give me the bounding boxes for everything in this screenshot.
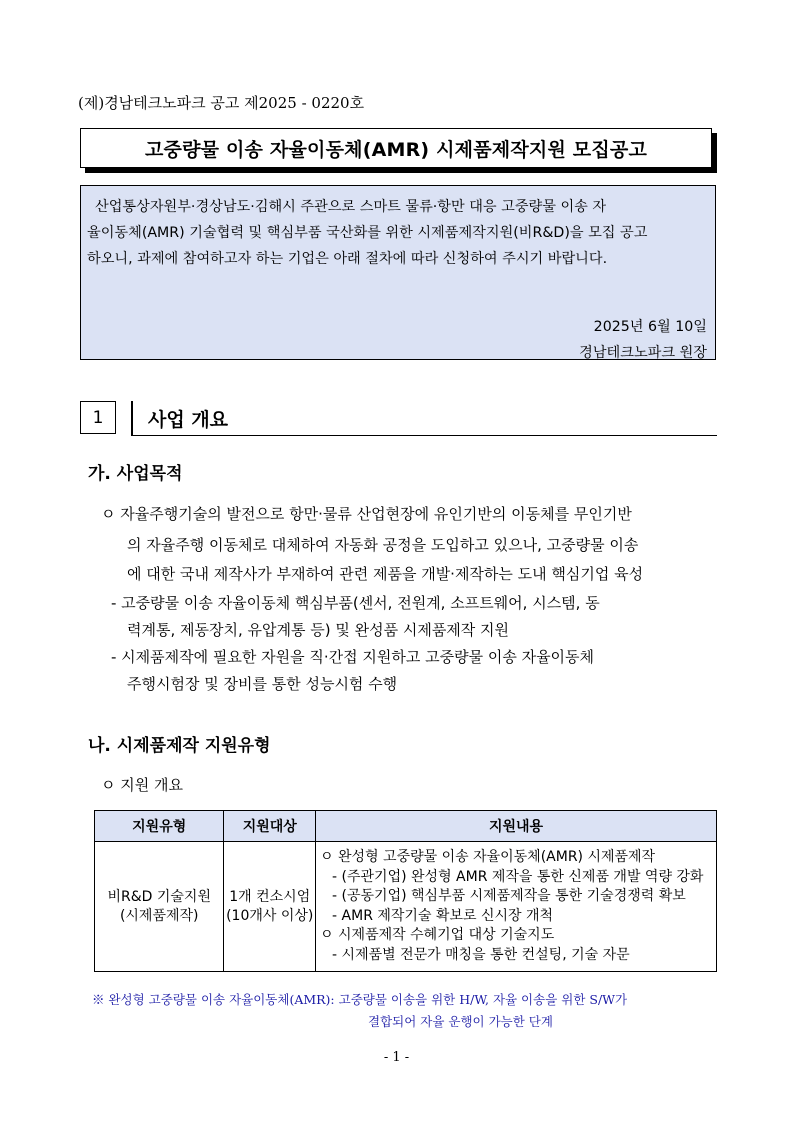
intro-signature: 경남테크노파크 원장 [579, 345, 707, 361]
footnote-continuation: 결합되어 자율 운행이 가능한 단계 [368, 1014, 553, 1029]
section-title: 사업 개요 [148, 409, 229, 431]
purpose-heading: 가. 사업목적 [88, 464, 183, 484]
intro-line: 율이동체(AMR) 기술협력 및 핵심부품 국산화를 위한 시제품제작지원(비R&D)을 모집 공고 [87, 225, 648, 241]
title-box [80, 128, 712, 168]
intro-box [80, 185, 716, 360]
support-type-line: 비R&D 기술지원 [107, 888, 211, 905]
cell-support-type [95, 842, 224, 972]
content-line: - 시제품별 전문가 매칭을 통한 컨설팅, 기술 자문 [332, 946, 630, 963]
content-line: ㅇ 시제품제작 수혜기업 대상 기술지도 [320, 927, 555, 943]
content-line: - (주관기업) 완성형 AMR 제작을 통한 신제품 개발 역량 강화 [332, 868, 704, 885]
purpose-line: 력계통, 제동장치, 유압계통 등) 및 완성품 시제품제작 지원 [127, 621, 510, 639]
table-header-row [95, 811, 717, 842]
intro-line: 산업통상자원부·경상남도·김해시 주관으로 스마트 물류·항만 대응 고중량물 이송 자 [95, 199, 607, 215]
content-line: - (공동기업) 핵심부품 시제품제작을 통한 기술경쟁력 확보 [332, 888, 686, 904]
header-support-content: 지원내용 [316, 811, 717, 842]
header-support-type: 지원유형 [95, 811, 224, 842]
section-number: 1 [80, 401, 116, 434]
header-support-target: 지원대상 [224, 811, 316, 842]
purpose-line: ㅇ 자율주행기술의 발전으로 항만·물류 산업현장에 유인기반의 이동체를 무인기반 [101, 505, 632, 523]
footnote: ※ 완성형 고중량물 이송 자율이동체(AMR): 고중량물 이송을 위한 H/W, 자율 이송을 위한 S/W가 [92, 992, 628, 1007]
content-line: ㅇ 완성형 고중량물 이송 자율이동체(AMR) 시제품제작 [320, 849, 656, 865]
table-row [95, 842, 717, 972]
support-type-line: (시제품제작) [119, 907, 199, 924]
notice-number: (제)경남테크노파크 공고 제2025 - 0220호 [78, 94, 365, 112]
page-title: 고중량물 이송 자율이동체(AMR) 시제품제작지원 모집공고 [144, 138, 648, 161]
cell-support-target [224, 842, 316, 972]
purpose-line: - 시제품제작에 필요한 자원을 직·간접 지원하고 고중량물 이송 자율이동체 [111, 648, 595, 666]
purpose-line: 주행시험장 및 장비를 통한 성능시험 수행 [127, 675, 398, 693]
section-underline [131, 435, 717, 436]
purpose-line: - 고중량물 이송 자율이동체 핵심부품(센서, 전원계, 소프트웨어, 시스템, 동 [111, 594, 600, 612]
page-number: - 1 - [383, 1050, 410, 1065]
support-target-line: (10개사 이상) [226, 907, 314, 924]
intro-date: 2025년 6월 10일 [593, 319, 707, 335]
support-types-heading: 나. 시제품제작 지원유형 [88, 736, 271, 756]
support-table [94, 810, 717, 972]
support-target-line: 1개 컨소시엄 [229, 888, 311, 905]
intro-line: 하오니, 과제에 참여하고자 하는 기업은 아래 절차에 따라 신청하여 주시기 바랍니다. [87, 251, 608, 267]
purpose-line: 에 대한 국내 제작사가 부재하여 관련 제품을 개발·제작하는 도내 핵심기업 육성 [127, 565, 644, 583]
content-line: - AMR 제작기술 확보로 신시장 개척 [332, 907, 554, 924]
purpose-line: 의 자율주행 이동체로 대체하여 자동화 공정을 도입하고 있으나, 고중량물 이송 [127, 536, 639, 554]
support-overview: ㅇ 지원 개요 [101, 776, 183, 794]
cell-support-content [316, 842, 717, 972]
section-divider [131, 401, 133, 435]
